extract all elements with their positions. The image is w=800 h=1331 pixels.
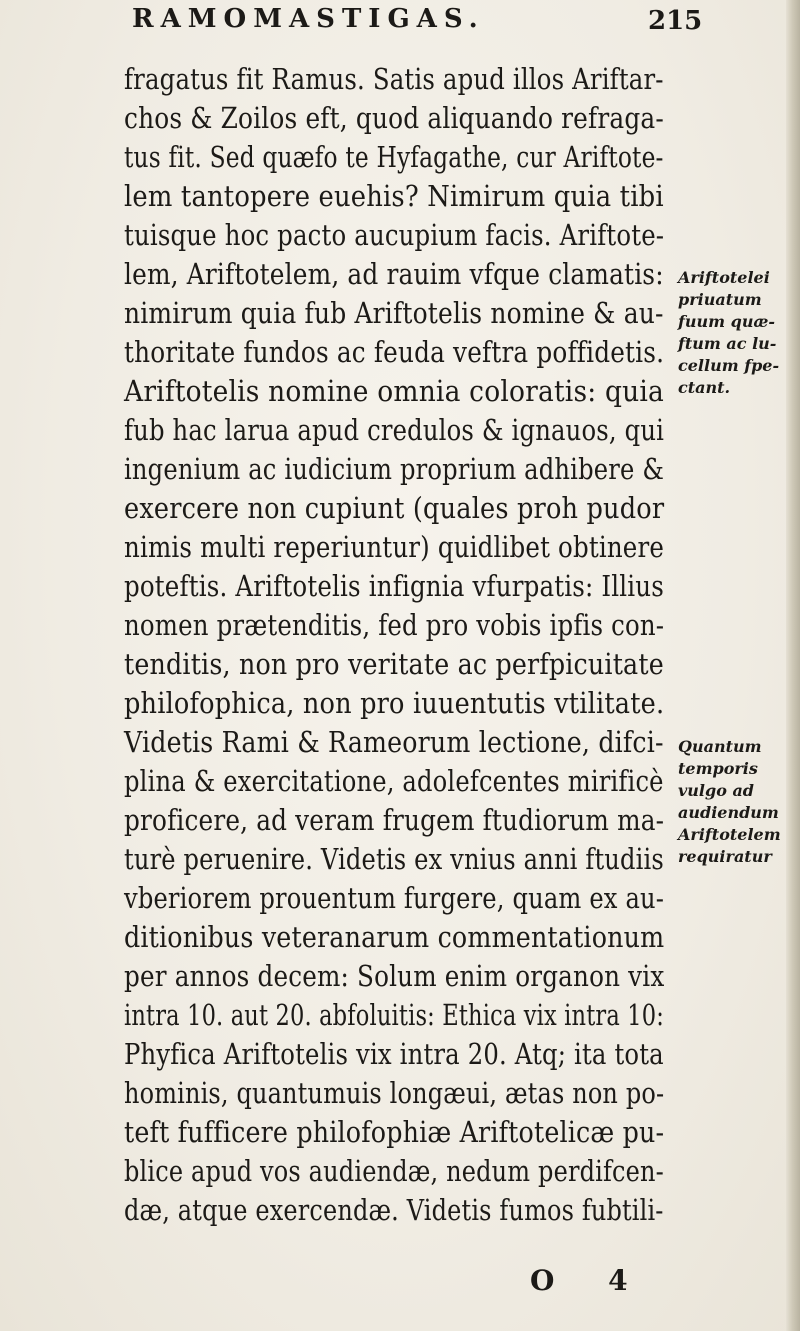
- marginal-note-line: cellum fpe-: [678, 356, 780, 375]
- page-number: 215: [648, 6, 703, 36]
- marginal-note-line: Ariftotelem: [678, 825, 781, 844]
- marginal-note-line: ctant.: [678, 378, 731, 397]
- text-line: lem tantopere euehis? Nimirum quia tibi: [124, 179, 664, 213]
- marginal-note-line: priuatum: [678, 290, 762, 309]
- marginal-note-line: fuum quæ-: [678, 312, 776, 331]
- text-line: philofophica, non pro iuuentutis vtilitate.: [124, 686, 665, 720]
- text-line: nimis multi reperiuntur) quidlibet obtinere: [124, 530, 665, 564]
- text-line: per annos decem: Solum enim organon vix: [124, 959, 665, 993]
- marginal-note-line: Ariftotelei: [678, 268, 770, 287]
- text-line: poteftis. Ariftotelis infignia vfurpatis: Illius: [124, 569, 664, 603]
- text-line: hominis, quantumuis longæui, ætas non po-: [124, 1076, 665, 1110]
- text-line: ditionibus veteranarum commentationum: [124, 920, 665, 954]
- text-line: Ariftotelis nomine omnia coloratis: quia: [124, 374, 664, 408]
- text-line: teft fufficere philofophiæ Ariftotelicæ pu-: [124, 1115, 665, 1149]
- text-line: Phyfica Ariftotelis vix intra 20. Atq; ita tota: [124, 1037, 664, 1071]
- text-line: intra 10. aut 20. abfoluitis: Ethica vix intra 10:: [124, 998, 664, 1032]
- page-gutter-edge: [786, 0, 800, 1331]
- text-line: proficere, ad veram frugem ftudiorum ma-: [124, 803, 665, 837]
- marginal-note-line: requiratur: [678, 847, 772, 866]
- text-line: vberiorem prouentum furgere, quam ex au-: [124, 881, 665, 915]
- signature-mark: O 4: [530, 1264, 650, 1297]
- text-line: fub hac larua apud credulos & ignauos, qui: [124, 413, 665, 447]
- text-line: chos & Zoilos eft, quod aliquando refraga-: [124, 101, 664, 135]
- text-line: exercere non cupiunt (quales proh pudor: [124, 491, 665, 525]
- text-line: nimirum quia fub Ariftotelis nomine & au-: [124, 296, 664, 330]
- text-line: plina & exercitatione, adolefcentes mirificè: [124, 764, 664, 798]
- page-header: [0, 4, 800, 44]
- text-line: lem, Ariftotelem, ad rauim vfque clamatis:: [124, 257, 664, 291]
- marginal-note-line: Quantum: [678, 737, 762, 756]
- text-line: blice apud vos audiendæ, nedum perdifcen-: [124, 1154, 664, 1188]
- text-line: tenditis, non pro veritate ac perfpicuitate: [124, 647, 664, 681]
- marginal-note-line: ftum ac lu-: [678, 334, 777, 353]
- text-line: nomen prætenditis, fed pro vobis ipfis con-: [124, 608, 665, 642]
- text-line: tuisque hoc pacto aucupium facis. Ariftote-: [124, 218, 665, 252]
- text-line: fragatus fit Ramus. Satis apud illos Ariftar-: [124, 62, 664, 96]
- marginal-note-line: temporis: [678, 759, 758, 778]
- marginal-note-1: [678, 267, 779, 399]
- running-title: RAMOMASTIGAS.: [132, 4, 485, 34]
- text-line: ingenium ac iudicium proprium adhibere &: [124, 452, 665, 486]
- text-line: thoritate fundos ac feuda veftra poffidetis.: [124, 335, 665, 369]
- text-line: tus fit. Sed quæfo te Hyfagathe, cur Ariftote-: [124, 140, 664, 174]
- text-line: turè peruenire. Videtis ex vnius anni ftudiis: [124, 842, 664, 876]
- text-line: Videtis Rami & Rameorum lectione, difci-: [124, 725, 664, 759]
- text-line: dæ, atque exercendæ. Videtis fumos fubtili-: [124, 1193, 664, 1227]
- marginal-note-2: [678, 736, 781, 868]
- marginal-note-line: audiendum: [678, 803, 779, 822]
- marginal-note-line: vulgo ad: [678, 781, 754, 800]
